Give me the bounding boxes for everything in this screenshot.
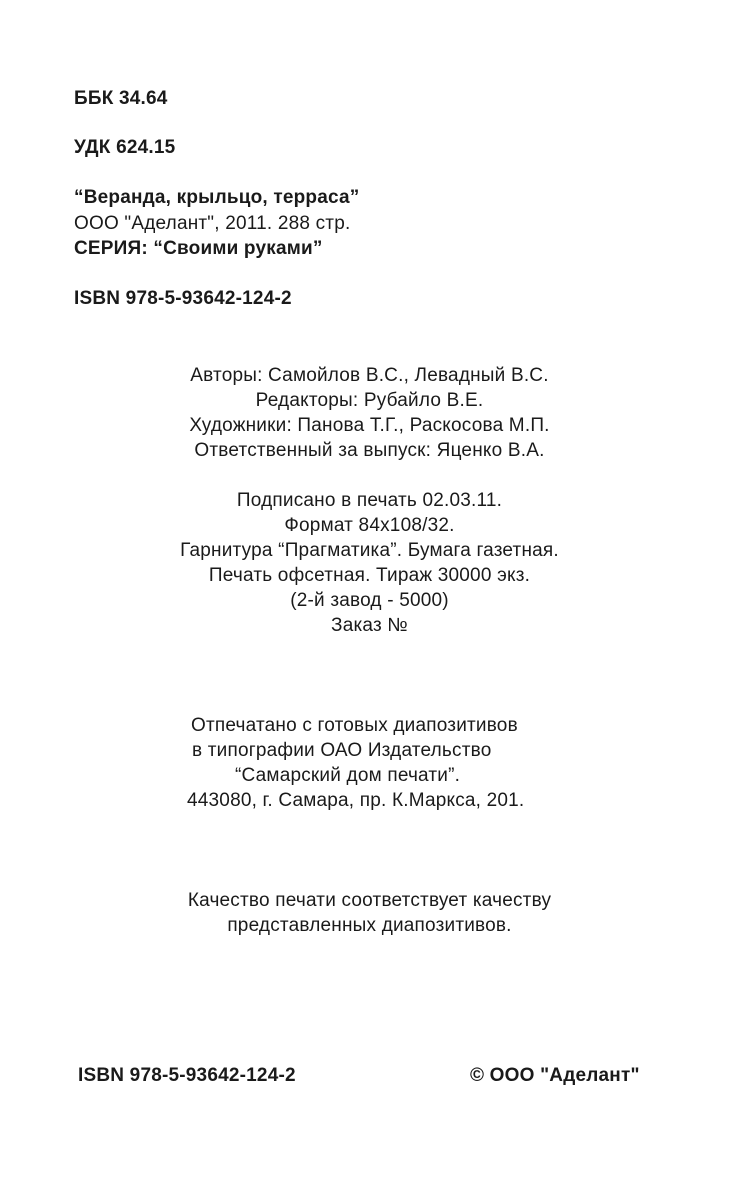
copyright-footer: © ООО "Аделант" xyxy=(470,1065,640,1086)
printer-line-2: в типографии ОАО Издательство xyxy=(192,740,492,761)
series-line: СЕРИЯ: “Своими руками” xyxy=(74,238,323,259)
quality-line-1: Качество печати соответствует качеству xyxy=(187,890,552,911)
printer-line-3: “Самарский дом печати”. xyxy=(235,765,461,786)
print-circulation: Печать офсетная. Тираж 30000 экз. xyxy=(208,565,531,586)
print-format: Формат 84х108/32. xyxy=(284,515,455,536)
credits-responsible: Ответственный за выпуск: Яценко В.А. xyxy=(194,440,545,461)
isbn-top: ISBN 978-5-93642-124-2 xyxy=(74,288,292,309)
credits-authors: Авторы: Самойлов В.С., Левадный В.С. xyxy=(190,365,549,386)
print-run: (2-й завод - 5000) xyxy=(290,590,449,611)
print-typeface-paper: Гарнитура “Прагматика”. Бумага газетная. xyxy=(180,540,559,561)
print-order: Заказ № xyxy=(331,615,408,636)
isbn-footer: ISBN 978-5-93642-124-2 xyxy=(78,1065,296,1086)
quality-line-2: представленных диапозитивов. xyxy=(227,915,512,936)
publisher-line: ООО "Аделант", 2011. 288 стр. xyxy=(74,213,351,234)
printer-line-1: Отпечатано с готовых диапозитивов xyxy=(191,715,518,736)
udk-code: УДК 624.15 xyxy=(74,137,176,158)
credits-artists: Художники: Панова Т.Г., Раскосова М.П. xyxy=(189,415,550,436)
credits-editors: Редакторы: Рубайло В.Е. xyxy=(255,390,484,411)
printer-address: 443080, г. Самара, пр. К.Маркса, 201. xyxy=(187,790,525,811)
bbk-code: ББК 34.64 xyxy=(74,88,168,109)
print-signed-date: Подписано в печать 02.03.11. xyxy=(236,490,503,511)
book-title: “Веранда, крыльцо, терраса” xyxy=(74,187,360,208)
